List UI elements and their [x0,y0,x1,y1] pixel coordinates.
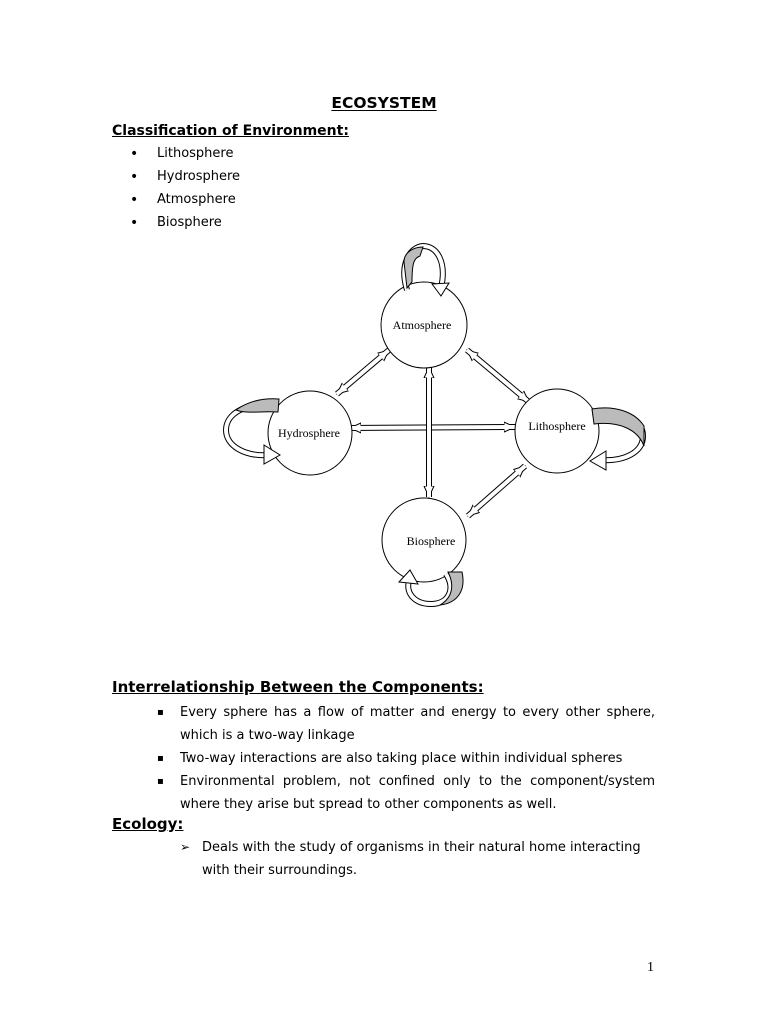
list-item: ▪ Environmental problem, not confined only to the component/system where they arise but spread to other components as well. [157,770,655,816]
list-item: • Hydrosphere [130,168,240,191]
page-number: 1 [647,960,654,975]
biosphere-label: Biosphere [406,534,456,548]
arrow-lithosphere-biosphere [468,466,525,516]
atmosphere-label: Atmosphere [392,318,452,332]
page-title: ECOSYSTEM [331,94,437,112]
arrow-hydrosphere-lithosphere [350,427,515,428]
list-item: ▪ Every sphere has a flow of matter and energy to every other sphere, which is a two-way linkage [157,701,655,747]
classification-heading: Classification of Environment: [112,123,349,139]
list-item: • Atmosphere [130,191,240,214]
list-item: • Biosphere [130,214,240,237]
ecology-list [180,836,660,882]
arrow-atmosphere-lithosphere [467,350,529,402]
list-item: ➢ Deals with the study of organisms in their natural home interacting with their surroundings. [180,836,660,882]
interrelationship-heading: Interrelationship Between the Components: [112,678,484,696]
list-item: • Lithosphere [130,145,240,168]
lithosphere-label: Lithosphere [528,419,586,433]
list-item: ▪ Two-way interactions are also taking place within individual spheres [157,747,655,770]
ecology-heading: Ecology: [112,815,184,833]
arrow-atmosphere-hydrosphere [337,350,389,394]
interrelationship-list [157,701,655,816]
hydrosphere-label: Hydrosphere [278,426,340,440]
